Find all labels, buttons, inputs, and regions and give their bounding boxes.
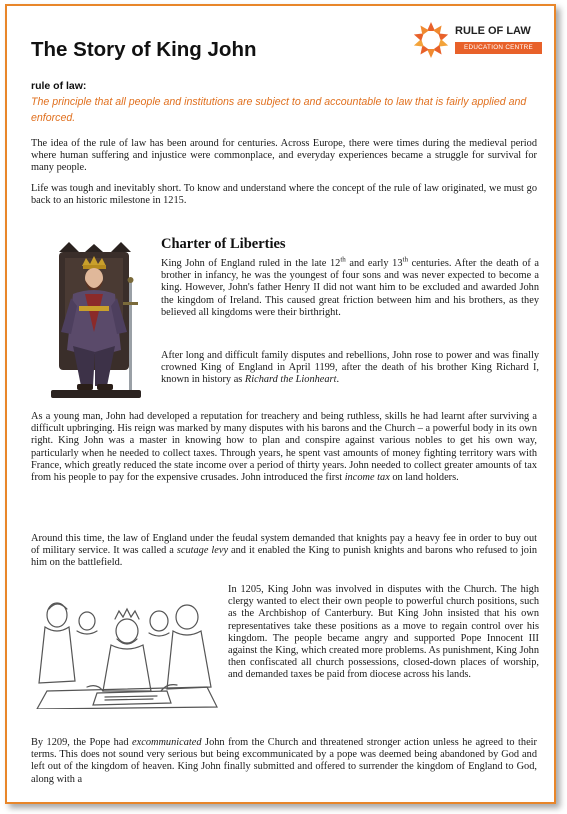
feudal-text-a: Around this time, the law of England under the feudal system demanded that knights pay a heavy fee in order to buy out of military service. It was called a [31,533,537,557]
charter-paragraph-1 [161,255,539,319]
intro-paragraph-1: The idea of the rule of law has been around for centuries. Across Europe, there were times during the medieval period where human suffering and injustice were commonplace, and everyday experiences became a struggle for survival for many people. [31,138,537,174]
feudal-text-b: and it enabled the King to punish knights and barons who refused to join him on the battlefield. [31,545,537,569]
feudal-paragraph [31,533,537,570]
income-tax-emphasis: income tax [344,472,390,484]
reign-text-a: As a young man, John had developed a reputation for treachery and being ruthless, skills he had learnt after surviving a difficult upbringing. His reign was marked by many disputes with his barons and the Church – a powerful body in its own right. King John was a master in knowing how to plan and conspire against various nobles to get his own way, particularly when he needed to collect taxes. Through years, he spent vast amounts of money fighting territory wars with France, which greatly reduced the state income over a period of thirty years. John needed to collect greater amounts of tax from his people to pay for the expensive crusades. John introduced the first [31,411,537,484]
logo-subtitle: EDUCATION CENTRE [455,42,542,54]
charter-p1-text-c: centuries. After the death of a brother in infancy, he was the youngest of four sons and was never expected to become a king. However, John's father Henry II did not want him to be excluded and awarded John the kingdom of Ireland. This caused great friction between him and his brothers, as they believed all kingdoms were their birthright. [161,258,539,318]
rule-of-law-heading: rule of law: [31,80,87,92]
excommunication-text-a: By 1209, the Pope had [31,737,133,748]
church-dispute-paragraph: In 1205, King John was involved in disputes with the Church. The high clergy wanted to elect their own people to powerful church positions, such as the Archbishop of Canterbury. But King John insisted that his own representatives take these positions as a move to regain control over his kingdom. The people became angry and supported Pope Innocent III against the King, which created more problems. As punishment, King John then confiscated all church possessions, closed-down places of worship, and demanded taxes be paid from diocese across his lands. [228,584,539,681]
reign-paragraph [31,411,537,484]
reign-text-b: on land holders. [389,472,459,484]
barons-sketch-illustration [27,591,223,709]
rule-of-law-logo [412,20,547,62]
logo-title: RULE OF LAW [455,25,531,37]
charter-heading: Charter of Liberties [161,236,286,252]
superscript-th-2: th [402,255,408,264]
rule-of-law-definition: The principle that all people and institutions are subject to and accountable to law that is fairly applied and enforced. [31,96,527,124]
charter-p1-text-a: King John of England ruled in the late 12 [161,258,341,269]
document-page [5,4,556,804]
excommunication-text-b: John from the Church and threatened stronger action unless he agreed to their terms. This does not sound very serious but being excommunicated by a pope was deemed being abandoned by God and left out of the kingdom of heaven. King John finally submitted and offered to surrender the kingdom of England to God, along with a [31,737,537,785]
intro-paragraph-2: Life was tough and inevitably short. To know and understand where the concept of the rule of law originated, we must go back to an historic milestone in 1215. [31,183,537,207]
charter-p2-emphasis: Richard the Lionheart [244,374,337,386]
charter-p2-text-b: . [336,374,340,386]
scutage-emphasis: scutage levy [176,545,229,557]
charter-paragraph-2 [161,350,539,387]
superscript-th-1: th [340,255,346,264]
charter-p1-text-b: and early 13 [345,258,403,269]
rule-of-law-logo-icon [412,20,450,60]
excommunicated-emphasis: excommunicated [132,737,202,748]
excommunication-paragraph [31,737,537,786]
charter-p2-text-a: After long and difficult family disputes and rebellions, John rose to power and was finally crowned King of England in April 1199, after the death of his brother King Richard I, known in history as [161,350,539,386]
page-title: The Story of King John [31,38,257,61]
king-on-throne-illustration [41,242,149,400]
